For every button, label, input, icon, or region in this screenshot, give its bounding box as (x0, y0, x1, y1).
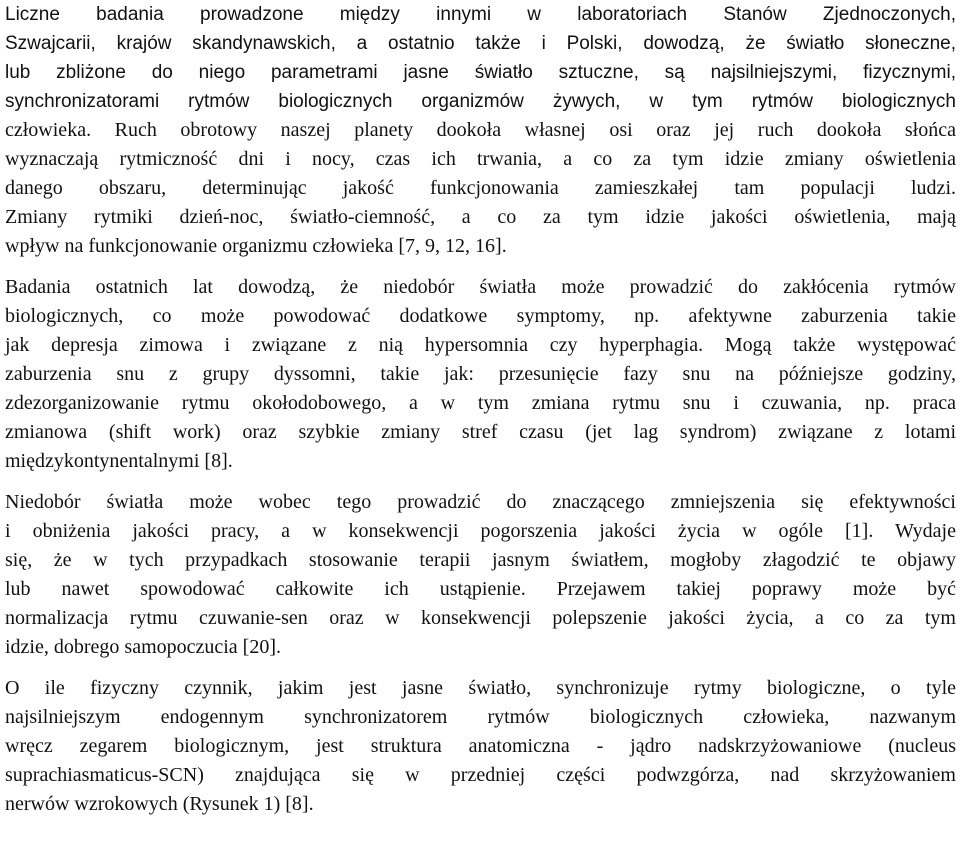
paragraph-line: i obniżenia jakości pracy, a w konsekwencji pogorszenia jakości życia w ogóle [1]. Wydaje (5, 520, 956, 542)
paragraph-line: Zmiany rytmiki dzień-noc, światło-ciemność, a co za tym idzie jakości oświetlenia, mają (5, 206, 956, 228)
paragraph-line: Niedobór światła może wobec tego prowadzić do znaczącego zmniejszenia się efektywności (5, 491, 956, 513)
paragraph-spacer (5, 261, 956, 273)
paragraph-spacer (5, 662, 956, 674)
paragraph-line: najsilniejszym endogennym synchronizatorem rytmów biologicznych człowieka, nazwanym (5, 706, 956, 728)
paragraph-line: suprachiasmaticus-SCN) znajdująca się w przedniej części podwzgórza, nad skrzyżowaniem (5, 764, 956, 786)
paragraph-line: Liczne badania prowadzone między innymi w laboratoriach Stanów Zjednoczonych, (5, 4, 956, 25)
paragraph-spacer (5, 476, 956, 488)
paragraph-line: wręcz zegarem biologicznym, jest struktura anatomiczna - jądro nadskrzyżowaniowe (nucleus (5, 735, 956, 757)
paragraph-line: jak depresja zimowa i związane z nią hypersomnia czy hyperphagia. Mogą także występować (5, 334, 956, 356)
paragraph-line: międzykontynentalnymi [8]. (5, 450, 233, 472)
paragraph-line: O ile fizyczny czynnik, jakim jest jasne światło, synchronizuje rytmy biologiczne, o tyle (5, 677, 956, 699)
paragraph-line: zdezorganizowanie rytmu okołodobowego, a w tym zmiana rytmu snu i czuwania, np. praca (5, 392, 956, 414)
paragraph-line: wyznaczają rytmiczność dni i nocy, czas ich trwania, a co za tym idzie zmiany oświetlenia (5, 148, 956, 170)
paragraph-line: lub nawet spowodować całkowite ich ustąpienie. Przejawem takiej poprawy może być (5, 578, 956, 600)
paragraph-line: człowieka. Ruch obrotowy naszej planety dookoła własnej osi oraz jej ruch dookoła słońca (5, 119, 956, 141)
paragraph-line: nerwów wzrokowych (Rysunek 1) [8]. (5, 793, 314, 815)
paragraph-3 (5, 488, 956, 662)
paragraph-line: lub zbliżone do niego parametrami jasne światło sztuczne, są najsilniejszymi, fizycznymi, (5, 62, 956, 83)
paragraph-line: zmianowa (shift work) oraz szybkie zmiany stref czasu (jet lag syndrom) związane z lotami (5, 421, 956, 443)
paragraph-line: zaburzenia snu z grupy dyssomni, takie jak: przesunięcie fazy snu na późniejsze godziny, (5, 363, 956, 385)
paragraph-4 (5, 674, 956, 819)
paragraph-2 (5, 273, 956, 476)
paragraph-line: normalizacja rytmu czuwanie-sen oraz w konsekwencji polepszenie jakości życia, a co za tym (5, 607, 956, 629)
paragraph-line: idzie, dobrego samopoczucia [20]. (5, 636, 282, 658)
paragraph-line: biologicznych, co może powodować dodatkowe symptomy, np. afektywne zaburzenia takie (5, 305, 956, 327)
paragraph-1 (5, 0, 956, 261)
paragraph-line: się, że w tych przypadkach stosowanie terapii jasnym światłem, mogłoby złagodzić te objawy (5, 549, 956, 571)
paragraph-line: wpływ na funkcjonowanie organizmu człowieka [7, 9, 12, 16]. (5, 235, 507, 257)
paragraph-line: synchronizatorami rytmów biologicznych organizmów żywych, w tym rytmów biologicznych (5, 91, 956, 112)
paragraph-line: danego obszaru, determinując jakość funkcjonowania zamieszkałej tam populacji ludzi. (5, 177, 956, 199)
paragraph-line: Badania ostatnich lat dowodzą, że niedobór światła może prowadzić do zakłócenia rytmów (5, 276, 956, 298)
paragraph-line: Szwajcarii, krajów skandynawskich, a ostatnio także i Polski, dowodzą, że światło słoneczne, (5, 33, 956, 54)
